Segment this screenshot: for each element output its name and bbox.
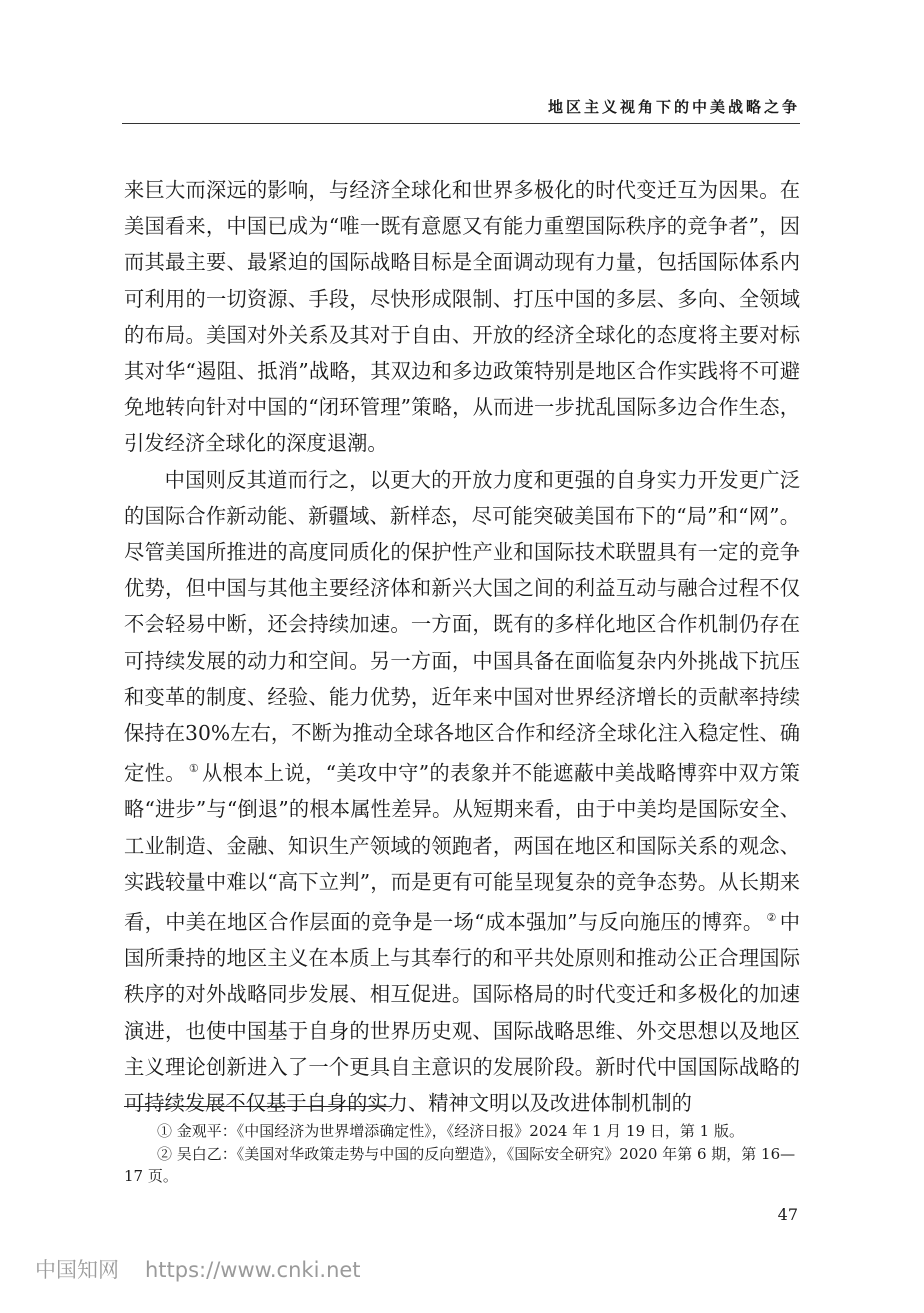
footnotes	[124, 1120, 800, 1188]
page-number: 47	[777, 1205, 798, 1224]
paragraph-2-part-c: 中国所秉持的地区主义在本质上与其奉行的和平共处原则和推动公正合理国际秩序的对外战略同步发展、相互促进。国际格局的时代变迁和多极化的加速演进，也使中国基于自身的世界历史观、国际战略思维、外交思想以及地区主义理论创新进入了一个更具自主意识的发展阶段。新时代中国国际战略的可持续发展不仅基于自身的实力、精神文明以及改进体制机制的	[124, 910, 800, 1116]
footnote-ref-1[interactable]: ①	[188, 762, 199, 776]
paragraph-2	[124, 462, 800, 1122]
watermark	[35, 1254, 361, 1284]
paragraph-2-part-a: 中国则反其道而行之，以更大的开放力度和更强的自身实力开发更广泛的国际合作新动能、新疆域、新样态，尽可能突破美国布下的“局”和“网”。尽管美国所推进的高度同质化的保护性产业和国际技术联盟具有一定的竞争优势，但中国与其他主要经济体和新兴大国之间的利益互动与融合过程不仅不会轻易中断，还会持续加速。一方面，既有的多样化地区合作机制仍存在可持续发展的动力和空间。另一方面，中国具备在面临复杂内外挑战下抗压和变革的制度、经验、能力优势，近年来中国对世界经济增长的贡献率持续保持在30%左右，不断为推动全球各地区合作和经济全球化注入稳定性、确定性。	[124, 467, 800, 786]
watermark-brand: 中国知网	[35, 1258, 119, 1282]
paragraph-1: 来巨大而深远的影响，与经济全球化和世界多极化的时代变迁互为因果。在美国看来，中国已成为“唯一既有意愿又有能力重塑国际秩序的竞争者”，因而其最主要、最紧迫的国际战略目标是全面调动现有力量，包括国际体系内可利用的一切资源、手段，尽快形成限制、打压中国的多层、多向、全领域的布局。美国对外关系及其对于自由、开放的经济全球化的态度将主要对标其对华“遏阻、抵消”战略，其双边和多边政策特别是地区合作实践将不可避免地转向针对中国的“闭环管理”策略，从而进一步扰乱国际多边合作生态，引发经济全球化的深度退潮。	[124, 178, 800, 456]
watermark-url: https://www.cnki.net	[145, 1258, 361, 1282]
running-head-title: 地区主义视角下的中美战略之争	[547, 98, 800, 116]
header-rule	[122, 123, 800, 124]
paragraph-2-part-b: 从根本上说，“美攻中守”的表象并不能遮蔽中美战略博弈中双方策略“进步”与“倒退”的根本属性差异。从短期来看，由于中美均是国际安全、工业制造、金融、知识生产领域的领跑者，两国在地区和国际关系的观念、实践较量中难以“高下立判”，而是更有可能呈现复杂的竞争态势。从长期来看，中美在地区合作层面的竞争是一场“成本强加”与反向施压的博弈。	[124, 761, 800, 935]
body-text	[124, 172, 800, 1121]
footnote-2: ② 吴白乙：《美国对华政策走势与中国的反向塑造》，《国际安全研究》2020 年第 6 期，第 16—17 页。	[124, 1144, 796, 1185]
footnote-1: ① 金观平：《中国经济为世界增添确定性》，《经济日报》2024 年 1 月 19 日，第 1 版。	[157, 1122, 744, 1140]
footnote-rule	[124, 1106, 392, 1107]
footnote-ref-2[interactable]: ②	[766, 911, 777, 925]
